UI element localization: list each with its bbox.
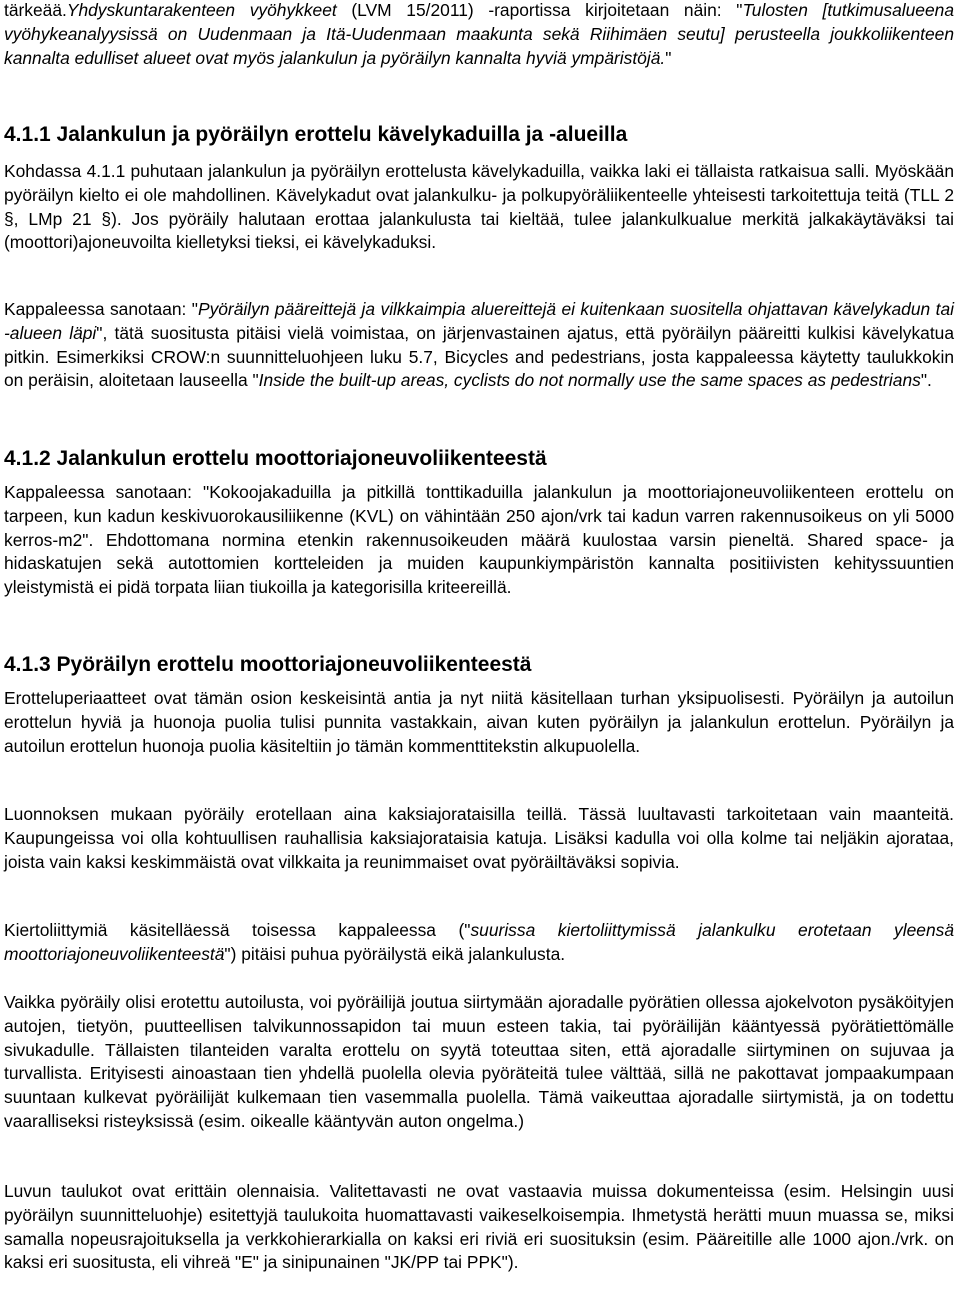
paragraph-4-1-3-a: Erotteluperiaatteet ovat tämän osion keskeisintä antia ja nyt niitä käsitellaan turhan yksipuolisesti. Pyöräilyn ja autoilun erottelun hyviä ja huonoja puolia tulisi punnita vastakkain, aivan kuten pyöräilyn ja jalankulun erottelun. Pyöräilyn ja autoilun erottelun huonoja puolia käsiteltiin jo tämän kommenttitekstin alkupuolella. — [4, 688, 954, 756]
paragraph-4-1-2: Kappaleessa sanotaan: "Kokoojakaduilla ja pitkillä tonttikaduilla jalankulun ja moottoriajoneuvoliikenteen erottelu on tarpeen, kun kadun keskivuorokausiliikenne (KVL) on vähintään 250 ajon/vrk tai kadun varren rakennusoikeus on yli 5000 kerros-m2". Ehdottomana normina etenkin rakennusoikeuden määrä kuulostaa varsin pieneltä. Shared space- ja hidaskatujen sekä autottomien kortteleiden ja muiden kaupunkiympäristön kannalta positiivisten kehityssuuntien yleistymistä ei pidä torpata liian tiukoilla ja kategorisilla kriteereillä. — [4, 482, 954, 598]
intro-text: tärkeää. — [4, 0, 67, 20]
quoted-text: Inside the built-up areas, cyclists do not normally use the same spaces as pedestrians — [258, 370, 921, 391]
section-heading-4-1-2: 4.1.2 Jalankulun erottelu moottoriajoneuvoliikenteestä — [4, 447, 547, 470]
section-heading-4-1-3: 4.1.3 Pyöräilyn erottelu moottoriajoneuvoliikenteestä — [4, 653, 532, 676]
paragraph-text: ", tätä suositusta pitäisi vielä voimistaa, on järjenvastainen ajatus, että pyöräilyn pääreitti kulkisi kävelykatua pitkin. Esimerkiksi CROW:n suunnitteluohjeen luku 5.7, Bicycles and pedestrians, josta kappaleessa käytetty taulukkokin on peräisin, aloitetaan lauseella " — [4, 322, 954, 391]
quoted-text: Pyöräilyn pääreittejä ja vilkkaimpia aluereittejä ei kuitenkaan suositella ohjattavan kävelykadun tai -alueen läpi — [4, 299, 954, 343]
report-title: Yhdyskuntarakenteen vyöhykkeet — [66, 0, 337, 20]
paragraph-text: Kiertoliittymiä käsitelläessä toisessa kappaleessa (" — [4, 920, 471, 940]
intro-text: " — [665, 47, 672, 68]
quoted-text: suurissa kiertoliittymissä jalankulku erotetaan yleensä moottoriajoneuvoliikenteestä — [4, 920, 954, 964]
intro-paragraph — [4, 0, 954, 70]
paragraph-text: Kappaleessa sanotaan: " — [4, 299, 198, 319]
section-heading-4-1-1: 4.1.1 Jalankulun ja pyöräilyn erottelu kävelykaduilla ja -alueilla — [4, 123, 628, 146]
paragraph-kappaleessa — [4, 298, 954, 393]
paragraph-text: ") pitäisi puhua pyöräilystä eikä jalankulusta. — [224, 943, 566, 964]
paragraph-4-1-3-e: Luvun taulukot ovat erittäin olennaisia. Valitettavasti ne ovat vastaavia muissa dokumenteissa (esim. Helsingin uusi pyöräilyn suunnitteluohje) esitettyjä taulukoita huomattavasti vaikeselkoisempia. Ihmetystä herätti muun muassa se, miksi samalla nopeusrajoituksella ja verkkohierarkialla on kaksi eri riviä eri suosituksin (esim. Pääreitille alle 1000 ajon./vrk. on kaksi eri suositusta, eli vihreä "E" ja sinipunainen "JK/PP tai PPK"). — [4, 1181, 954, 1273]
paragraph-text: ". — [920, 370, 932, 391]
intro-text: (LVM 15/2011) -raportissa kirjoitetaan näin: " — [336, 0, 743, 20]
paragraph-4-1-3-b: Luonnoksen mukaan pyöräily erotellaan aina kaksiajorataisilla teillä. Tässä luultavasti tarkoitetaan vain maanteitä. Kaupungeissa voi olla kohtuullisen rauhallisia kaksiajorataisia katuja. Lisäksi kadulla voi olla kolme tai neljäkin ajorataa, joista vain kaksi keskimmäistä ovat vilkkaita ja reunimmaiset ovat pyöräiltäväksi sopivia. — [4, 804, 954, 872]
intro-quote: Tulosten [tutkimusalueena vyöhykeanalyysissä on Uudenmaan ja Itä-Uudenmaan maakunta sekä Riihimäen seutu] perusteella joukkoliikenteen kannalta edulliset alueet ovat myös jalankulun ja pyöräilyn kannalta hyviä ympäristöjä. — [4, 0, 954, 68]
paragraph-4-1-3-d: Vaikka pyöräily olisi erotettu autoilusta, voi pyöräilijä joutua siirtymään ajoradalle pyörätien ollessa ajokelvoton pysäköityjen autojen, tietyön, puutteellisen talvikunnossapidon tai muun esteen takia, tai pyöräilijän kääntyessä pyörätiettömälle sivukadulle. Tällaisten tilanteiden varalta erottelu on syytä toteuttaa siten, että ajoradalle siirtyminen on sujuvaa ja turvallista. Erityisesti ainoastaan tien yhdellä puolella olevia pyöräteitä tulee välttää, sillä ne pakottavat jompaakumpaan suuntaan kulkevat pyöräilijät kulkemaan tien vasemmalla puolella. Tämä vaikeuttaa ajoradalle siirtymistä, ja on todettu vaaralliseksi risteyksissä (esim. oikealle kääntyvän auton ongelma.) — [4, 992, 954, 1131]
paragraph-4-1-1: Kohdassa 4.1.1 puhutaan jalankulun ja pyöräilyn erottelusta kävelykaduilla, vaikka laki ei tällaista ratkaisua salli. Myöskään pyöräilyn kielto ei ole mahdollinen. Kävelykadut ovat jalankulku- ja polkupyöräliikenteelle yhteisesti tarkoitettuja teitä (TLL 2 §, LMp 21 §). Jos pyöräily halutaan erottaa jalankulusta tai kieltää, tulee jalankulkualue merkitä jalkakäytäväksi tai (moottori)ajoneuvoilta kielletyksi tieksi, ei kävelykaduksi. — [4, 161, 954, 253]
paragraph-4-1-3-c — [4, 919, 954, 967]
